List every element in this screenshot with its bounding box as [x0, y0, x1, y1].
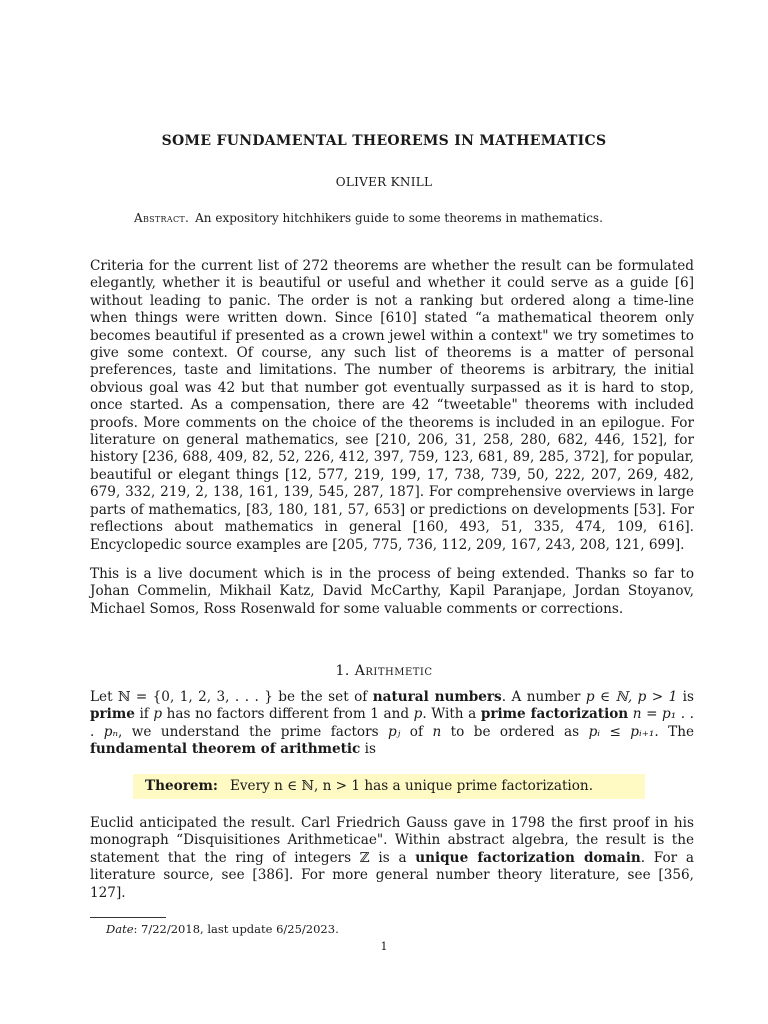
- text-run: of: [400, 723, 433, 740]
- theorem-box: [133, 774, 645, 799]
- math-expression: p: [153, 706, 163, 723]
- abstract-label: Abstract.: [134, 211, 190, 225]
- intro-paragraph: Criteria for the current list of 272 theorems are whether the result can be formulated elegantly, whether it is beautiful or useful and whether it could serve as a guide [6] without leading to panic. The order is not a ranking but ordered along a time-line when things were written down. Since [610] stated “a mathematical theorem only becomes beautiful if presented as a crown jewel within a context" we try sometimes to give some context. Of course, any such list of theorems is a matter of personal preferences, taste and limitations. The number of theorems is arbitrary, the initial obvious goal was 42 but that number got eventually surpassed as it is hard to stop, once started. As a compensation, there are 42 “tweetable" theorems with included proofs. More comments on the choice of the theorems is included in an epilogue. For literature on general mathematics, see [210, 206, 31, 258, 280, 682, 446, 152], for history [236, 688, 409, 82, 52, 226, 412, 397, 759, 123, 681, 89, 285, 372], for popular, beautiful or elegant things [12, 577, 219, 199, 17, 738, 739, 50, 222, 207, 269, 482, 679, 332, 219, 2, 138, 161, 139, 545, 287, 187]. For comprehensive overviews in large parts of mathematics, [83, 180, 181, 57, 653] or predictions on developments [53]. For reflections about mathematics in general [160, 493, 51, 335, 474, 109, 616]. Encyclopedic source examples are [205, 775, 736, 112, 209, 167, 243, 208, 121, 699].: [90, 258, 694, 553]
- math-expression: n: [432, 723, 442, 740]
- term-unique-factorization-domain: unique factorization domain: [415, 849, 641, 866]
- math-expression: pᵢ ≤ pᵢ₊₁: [588, 723, 655, 740]
- text-run: is: [360, 741, 376, 758]
- euclid-paragraph: [90, 815, 694, 902]
- section-heading: 1. Arithmetic: [335, 663, 433, 679]
- text-run: , we understand the prime factors: [117, 723, 389, 740]
- term-prime-factorization: prime factorization: [480, 706, 629, 723]
- footnote-label: Date: [106, 922, 134, 936]
- text-run: is: [677, 689, 695, 705]
- footnote-text: : 7/22/2018, last update 6/25/2023.: [133, 922, 339, 936]
- paper-author: OLIVER KNILL: [335, 175, 433, 189]
- term-fundamental-theorem: fundamental theorem of arithmetic: [90, 741, 361, 758]
- footnote-rule: [90, 917, 166, 918]
- abstract-text: An expository hitchhikers guide to some theorems in mathematics.: [195, 211, 603, 225]
- math-expression: pⱼ: [388, 723, 401, 740]
- theorem-label: Theorem:: [145, 778, 218, 794]
- math-expression: n = p₁ . . . pₙ: [90, 706, 694, 740]
- term-prime: prime: [90, 706, 135, 723]
- text-run: . With a: [422, 706, 481, 723]
- text-run: to be ordered as: [441, 723, 589, 740]
- text-run: Let ℕ = {0, 1, 2, 3, . . . } be the set of: [90, 689, 373, 705]
- abstract: [134, 210, 654, 226]
- text-run: if: [134, 706, 154, 723]
- theorem-text: Every n ∈ ℕ, n > 1 has a unique prime factorization.: [229, 778, 594, 794]
- text-run: has no factors different from 1 and: [162, 706, 414, 723]
- text-run: Euclid anticipated the result. Carl Friedrich Gauss gave in 1798 the first proof in his monograph “Disquisitiones Arithmeticae". Within abstract algebra, the result is the statement that the ring of integers ℤ is a: [90, 815, 694, 866]
- text-run: . For a literature source, see [386]. For more general number theory literature, see [356, 127].: [90, 849, 694, 901]
- thanks-paragraph: This is a live document which is in the process of being extended. Thanks so far to Johan Commelin, Mikhail Katz, David McCarthy, Kapil Paranjape, Jordan Stoyanov, Michael Somos, Ross Rosenwald for some valuable comments or corrections.: [90, 566, 694, 617]
- text-run: . The: [654, 723, 694, 740]
- arithmetic-paragraph: [90, 689, 694, 759]
- math-expression: p ∈ ℕ, p > 1: [585, 689, 678, 705]
- text-run: . A number: [501, 689, 586, 705]
- paper-title: SOME FUNDAMENTAL THEOREMS IN MATHEMATICS: [161, 133, 607, 149]
- math-expression: p: [413, 706, 423, 723]
- term-natural-numbers: natural numbers: [372, 689, 502, 705]
- footnote: [106, 922, 339, 937]
- page-number: 1: [380, 940, 388, 953]
